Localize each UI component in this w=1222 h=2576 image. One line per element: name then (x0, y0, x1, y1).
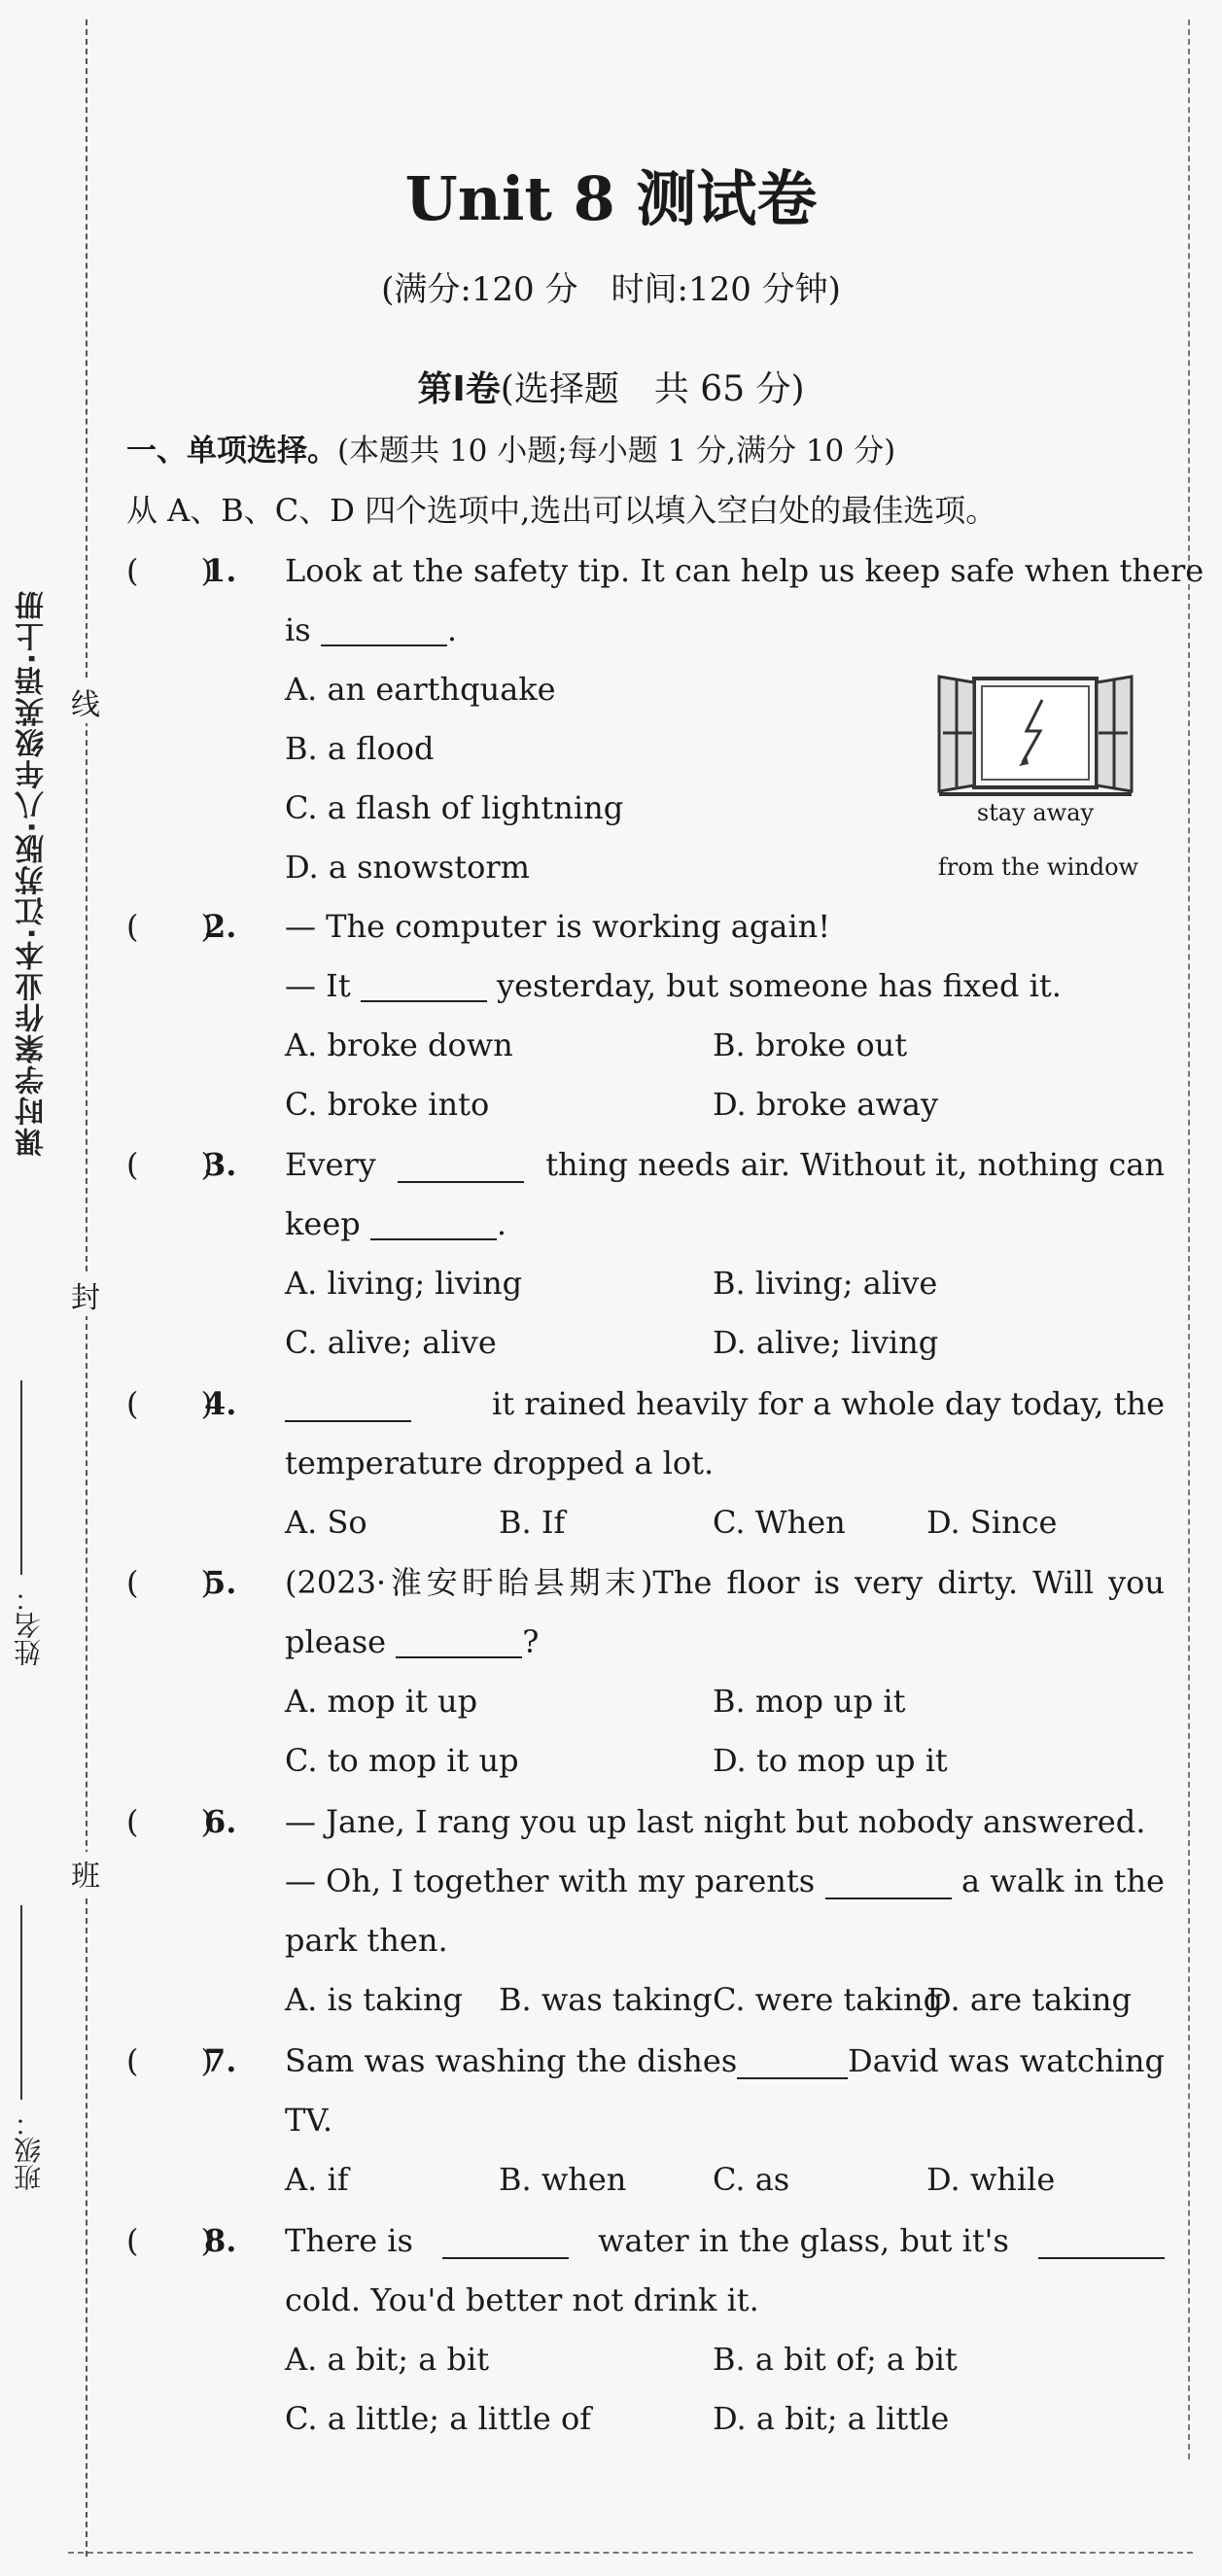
answer-blank[interactable] (825, 1864, 952, 1899)
option-c[interactable]: C. a flash of lightning (285, 789, 624, 826)
answer-paren[interactable]: ( ) (126, 1146, 213, 1183)
question-text (285, 2211, 1165, 2270)
name-field-label: 姓名： (13, 1584, 45, 1666)
question-text: Look at the safety tip. It can help us keep safe when there (285, 552, 1205, 589)
option-d[interactable]: D. are taking (926, 1981, 1132, 2018)
answer-blank-2[interactable] (370, 1205, 497, 1240)
question-text-2 (285, 1852, 1165, 1910)
option-a[interactable]: A. So (285, 1504, 367, 1541)
text-post: a walk in the (961, 1862, 1165, 1899)
class-field-label: 班级： (13, 2109, 45, 2191)
option-b[interactable]: B. mop up it (713, 1683, 906, 1720)
text-post: thing needs air. Without it, nothing can (545, 1146, 1165, 1183)
answer-paren[interactable]: ( ) (126, 2222, 213, 2259)
text-pre: — Oh, I together with my parents (285, 1862, 816, 1899)
question-text-2: cold. You'd better not drink it. (285, 2281, 759, 2318)
answer-blank-1[interactable] (398, 1148, 524, 1183)
question-text: — The computer is working again! (285, 908, 831, 945)
option-c[interactable]: C. a little; a little of (285, 2400, 592, 2437)
option-c[interactable]: C. When (713, 1504, 846, 1541)
question-text-2 (285, 601, 457, 659)
section-instruction: 从 A、B、C、D 四个选项中,选出可以填入空白处的最佳选项。 (126, 492, 997, 529)
option-a[interactable]: A. mop it up (285, 1683, 478, 1720)
question-number: 7. (204, 2042, 237, 2079)
question-text-2: temperature dropped a lot. (285, 1445, 715, 1481)
option-c[interactable]: C. alive; alive (285, 1324, 497, 1361)
option-c[interactable]: C. broke into (285, 1086, 490, 1123)
answer-blank[interactable] (321, 611, 447, 646)
option-d[interactable]: D. Since (926, 1504, 1058, 1541)
option-d[interactable]: D. broke away (713, 1086, 939, 1123)
section-heading-bold: 一、单项选择。 (126, 434, 337, 469)
answer-blank[interactable] (737, 2044, 848, 2079)
margin-mark-line: 线 (70, 680, 101, 723)
question-text-2 (285, 1613, 539, 1671)
option-d[interactable]: D. to mop up it (713, 1742, 948, 1779)
section-heading-rest: (本题共 10 小题;每小题 1 分,满分 10 分) (337, 434, 896, 469)
part-title-rest: (选择题 共 65 分) (500, 369, 805, 409)
figure-caption-2: from the window (937, 853, 1139, 881)
question-text: (2023·淮安盱眙县期末)The floor is very dirty. Will you (285, 1564, 1165, 1601)
text-post: yesterday, but someone has fixed it. (497, 967, 1062, 1004)
option-c[interactable]: C. as (713, 2161, 790, 2198)
text-pre: please (285, 1623, 387, 1660)
option-c[interactable]: C. to mop it up (285, 1742, 519, 1779)
question-number: 2. (204, 908, 237, 945)
open-window-icon (933, 671, 1137, 797)
page-title: Unit 8 测试卷 (404, 163, 818, 234)
question-text-2 (285, 1195, 506, 1253)
bottom-dashed-line (68, 2552, 1193, 2554)
option-b[interactable]: B. when (499, 2161, 627, 2198)
text-pre: is (285, 611, 311, 648)
text-post: . (496, 1205, 507, 1242)
question-text (285, 1135, 1165, 1194)
question-number: 5. (204, 1564, 237, 1601)
option-a[interactable]: A. if (285, 2161, 349, 2198)
text-mid: water in the glass, but it's (598, 2222, 1009, 2259)
answer-blank[interactable] (396, 1623, 522, 1658)
margin-book-title: 课时学案作业本·江苏版·八年级英语·上册 (16, 588, 50, 1157)
option-b[interactable]: B. a flood (285, 730, 435, 767)
answer-paren[interactable]: ( ) (126, 908, 213, 945)
text-pre: — It (285, 967, 351, 1004)
class-field-rule (20, 1905, 22, 2100)
question-number: 8. (204, 2222, 237, 2259)
question-number: 6. (204, 1803, 237, 1840)
section-heading (126, 426, 895, 470)
option-b[interactable]: B. was taking (499, 1981, 713, 2018)
answer-blank[interactable] (361, 967, 487, 1002)
option-b[interactable]: B. broke out (713, 1027, 908, 1063)
part-title (0, 362, 1222, 411)
option-a[interactable]: A. is taking (285, 1981, 463, 2018)
option-d[interactable]: D. alive; living (713, 1324, 939, 1361)
text-post: . (446, 611, 457, 648)
question-text-2: TV. (285, 2102, 333, 2139)
text-post: David was watching (848, 2042, 1165, 2079)
option-d[interactable]: D. while (926, 2161, 1056, 2198)
option-b[interactable]: B. a bit of; a bit (713, 2341, 958, 2378)
text-post: it rained heavily for a whole day today, the (491, 1385, 1165, 1422)
question-number: 1. (204, 552, 237, 589)
option-b[interactable]: B. If (499, 1504, 566, 1541)
question-text: — Jane, I rang you up last night but nobody answered. (285, 1803, 1146, 1840)
question-text (285, 2032, 1165, 2090)
answer-paren[interactable]: ( ) (126, 1385, 213, 1422)
text-pre: Sam was washing the dishes (285, 2042, 738, 2079)
window-figure (933, 671, 1137, 894)
option-a[interactable]: A. living; living (285, 1265, 523, 1302)
option-d[interactable]: D. a bit; a little (713, 2400, 950, 2437)
margin-class-char: 班 (70, 1852, 101, 1895)
name-field-rule (20, 1380, 22, 1575)
figure-caption-1: stay away (976, 799, 1095, 826)
answer-blank-2[interactable] (1038, 2224, 1165, 2259)
margin-class-field[interactable] (10, 1905, 58, 2191)
option-a[interactable]: A. a bit; a bit (285, 2341, 490, 2378)
option-d[interactable]: D. a snowstorm (285, 849, 530, 886)
question-number: 4. (204, 1385, 237, 1422)
part-title-bold: 第Ⅰ卷 (417, 369, 501, 409)
text-pre: Every (285, 1146, 376, 1183)
margin-name-field[interactable] (10, 1380, 58, 1666)
margin-mark-seal: 封 (70, 1273, 101, 1316)
option-b[interactable]: B. living; alive (713, 1265, 938, 1302)
text-pre: There is (285, 2222, 413, 2259)
option-c[interactable]: C. were taking (713, 1981, 944, 2018)
text-post: ? (522, 1623, 540, 1660)
answer-paren[interactable]: ( ) (126, 2042, 213, 2079)
text-pre: keep (285, 1205, 361, 1242)
answer-blank[interactable] (285, 1387, 411, 1422)
option-a[interactable]: A. broke down (285, 1027, 513, 1063)
answer-paren[interactable]: ( ) (126, 1564, 213, 1601)
question-text (285, 1375, 1165, 1433)
answer-blank-1[interactable] (442, 2224, 569, 2259)
question-text-2 (285, 957, 1062, 1015)
question-number: 3. (204, 1146, 237, 1183)
question-text-3: park then. (285, 1922, 448, 1959)
answer-paren[interactable]: ( ) (126, 1803, 213, 1840)
answer-paren[interactable]: ( ) (126, 552, 213, 589)
option-a[interactable]: A. an earthquake (285, 671, 556, 708)
page-subtitle: (满分:120 分 时间:120 分钟) (381, 270, 841, 309)
